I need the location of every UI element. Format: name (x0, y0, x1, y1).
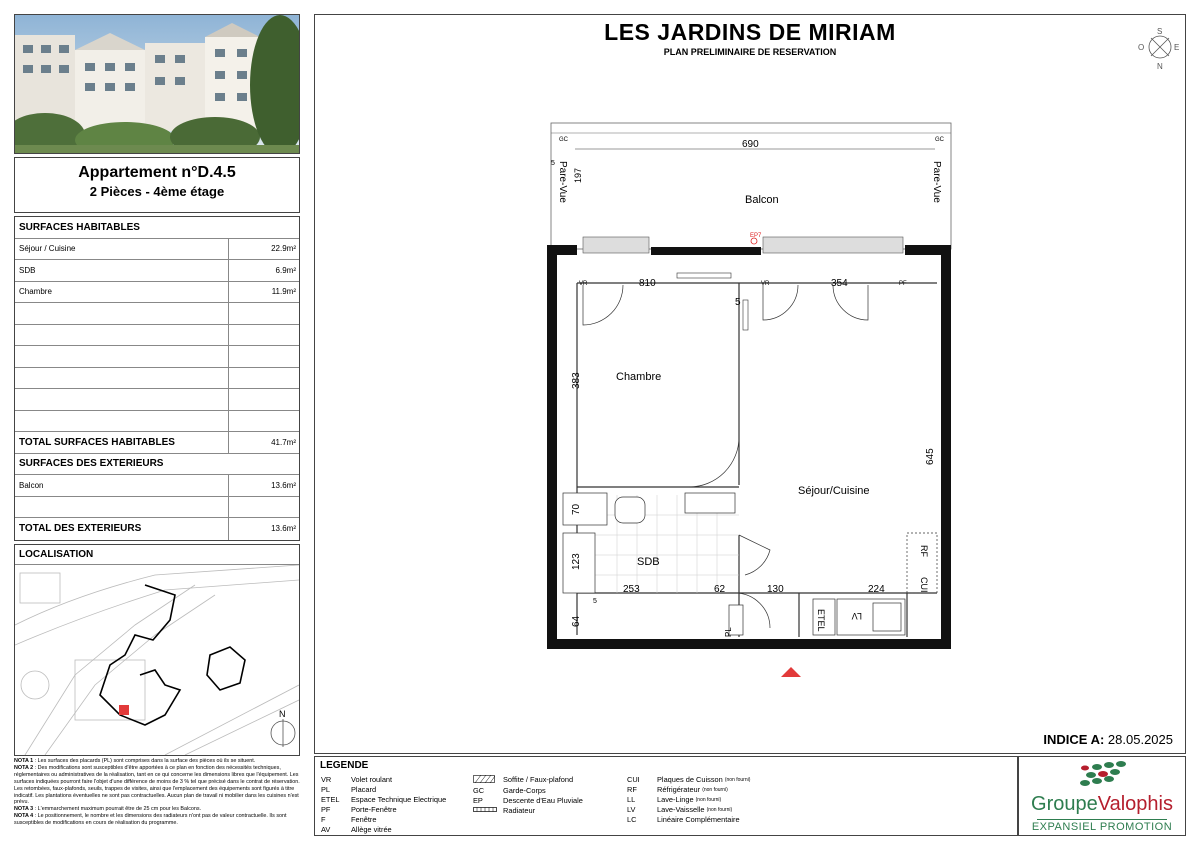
svg-text:S: S (1157, 27, 1163, 36)
legend-item: RF Réfrigérateur (non fourni) (627, 785, 728, 794)
svg-text:EP7: EP7 (750, 233, 762, 239)
brand-name: GroupeValophis (1031, 793, 1173, 815)
svg-text:5: 5 (593, 598, 597, 605)
svg-text:354: 354 (831, 278, 848, 289)
localisation-map (15, 565, 299, 755)
svg-text:Pare-Vue: Pare-Vue (557, 161, 568, 203)
legend-item: LV Lave-Vaisselle (non fourni) (627, 805, 733, 814)
legend-column-3 (627, 775, 750, 825)
legend-column-2 (473, 775, 583, 817)
svg-text:ETEL: ETEL (816, 609, 826, 632)
sejour-label: Séjour/Cuisine (798, 485, 870, 497)
svg-text:810: 810 (639, 278, 656, 289)
svg-text:PL: PL (724, 627, 733, 637)
localisation-header: LOCALISATION (15, 545, 299, 565)
legend-item: AV Allège vitrée (321, 825, 392, 834)
svg-text:70: 70 (571, 503, 582, 515)
surfaces-habitables-header: SURFACES HABITABLES (15, 217, 299, 239)
surfaces-exterieurs-header: SURFACES DES EXTERIEURS (15, 454, 299, 476)
svg-text:VR: VR (579, 281, 588, 287)
svg-text:5: 5 (735, 297, 741, 308)
table-row-empty (15, 303, 299, 325)
legend-item: PF Porte-Fenêtre (321, 805, 397, 814)
table-row: Balcon 13.6m² (15, 475, 299, 497)
table-row-empty (15, 346, 299, 368)
svg-text:RF: RF (919, 545, 929, 557)
svg-text:Pare-Vue: Pare-Vue (931, 161, 942, 203)
table-row: Séjour / Cuisine 22.9m² (15, 239, 299, 261)
logo-divider (1037, 819, 1167, 820)
svg-text:645: 645 (925, 448, 936, 465)
building-illustration (15, 15, 300, 154)
apartment-subtitle: 2 Pièces - 4ème étage (89, 184, 225, 199)
svg-text:LV: LV (851, 611, 862, 621)
north-label: N (279, 708, 286, 719)
entrance-marker-icon (781, 667, 801, 677)
balcon-label: Balcon (745, 194, 779, 206)
svg-text:GC: GC (935, 137, 944, 143)
svg-text:PF: PF (899, 281, 907, 287)
note-item: NOTA 3 : L'emmarchement maximum pourrait être de 25 cm pour les Balcons. (14, 806, 202, 813)
project-subtitle: PLAN PRELIMINAIRE DE RESERVATION (663, 47, 837, 57)
total-exterieurs-row: TOTAL DES EXTERIEURS 13.6m² (15, 518, 299, 540)
legend-item: Soffite / Faux-plafond (473, 775, 583, 786)
note-item: NOTA 2 : Des modifications sont susceptibles d'être apportées à ce plan en fonction des nécessités techniques, réglementaires ou administratives de la réalisation, tant en ce qui concerne les dimensions libres que l'équipement. Les surfaces indiquées pourront faire l'objet d'une différence de moins de 3 % tel que précisé dans le contrat de réservation. Les retombées, faux-plafonds, seuils, trappes de visites, ainsi que l'emplacement des équipements sont figurés à titre indicatif. Les plantations éventuelles ne sont pas contractuelles. Aucun plan de travail ni mobilier dans les cuisines n'est prévu. (14, 764, 300, 806)
legend-item: LL Lave-Linge (non fourni) (627, 795, 722, 804)
legend-item: ETEL Espace Technique Electrique (321, 795, 447, 804)
brand-tagline: EXPANSIEL PROMOTION (1031, 821, 1173, 833)
svg-text:E: E (1174, 43, 1180, 52)
svg-text:64: 64 (571, 615, 582, 627)
table-row-empty (15, 368, 299, 390)
surfaces-table (14, 216, 300, 541)
total-habitables-row: TOTAL SURFACES HABITABLES 41.7m² (15, 432, 299, 454)
table-row: SDB 6.9m² (15, 260, 299, 282)
svg-text:5: 5 (551, 160, 555, 167)
table-row: Chambre 11.9m² (15, 282, 299, 304)
compass-icon (1138, 27, 1179, 71)
notes-block (14, 758, 300, 827)
washbasin-icon (685, 493, 735, 513)
toilet-icon (615, 497, 645, 523)
svg-text:123: 123 (571, 553, 582, 570)
legend-item: LC Linéaire Complémentaire (627, 815, 740, 824)
legend-item: EP Descente d'Eau Pluviale (473, 796, 583, 805)
radiator-icon (473, 806, 497, 814)
logo-dots-icon (1019, 757, 1187, 793)
svg-text:N: N (1157, 62, 1163, 71)
legend-item: CUI Plaques de Cuisson (non fourni) (627, 775, 751, 784)
sdb-label: SDB (637, 556, 660, 568)
legend-box (314, 756, 1018, 836)
building-render-image (14, 14, 300, 154)
indice-label: INDICE A: 28.05.2025 (1043, 732, 1173, 747)
company-logo (1018, 756, 1186, 836)
svg-text:690: 690 (742, 139, 759, 150)
note-item: NOTA 4 : Le positionnement, le nombre et les dimensions des radiateurs n'ont pas de valeur contractuelle. Ils sont susceptibles de modifications en cours de réalisation du programme. (14, 813, 287, 827)
floor-plan-drawing (315, 15, 1187, 755)
table-row-empty (15, 325, 299, 347)
legend-title: LEGENDE (320, 760, 369, 771)
legend-item: Radiateur (473, 806, 583, 817)
legend-item: GC Garde-Corps (473, 786, 546, 795)
left-panel (14, 14, 300, 756)
radiator-icon (677, 273, 731, 278)
svg-text:253: 253 (623, 584, 640, 595)
legend-column-1 (321, 775, 446, 835)
note-item: NOTA 1 : Les surfaces des placards (PL) sont comprises dans la surface des pièces où ils se situent. (14, 758, 256, 764)
svg-text:62: 62 (714, 584, 726, 595)
site-map-illustration (15, 565, 299, 755)
hatch-icon (473, 775, 495, 783)
localisation-box (14, 544, 300, 756)
legend-item: F Fenêtre (321, 815, 377, 824)
table-row-empty (15, 411, 299, 433)
svg-text:383: 383 (571, 372, 582, 389)
svg-text:224: 224 (868, 584, 885, 595)
table-row-empty (15, 389, 299, 411)
svg-text:O: O (1138, 43, 1145, 52)
apartment-title: Appartement n°D.4.5 (78, 164, 236, 181)
radiator-icon (743, 300, 748, 330)
apartment-header (14, 157, 300, 213)
table-row-empty (15, 497, 299, 519)
svg-text:197: 197 (573, 167, 583, 183)
legend-item: VR Volet roulant (321, 775, 393, 784)
svg-text:GC: GC (559, 137, 568, 143)
svg-text:VR: VR (761, 281, 770, 287)
legend-item: PL Placard (321, 785, 377, 794)
floor-plan-frame (314, 14, 1186, 754)
project-title: LES JARDINS DE MIRIAM (604, 19, 896, 45)
chambre-label: Chambre (616, 371, 662, 383)
svg-text:130: 130 (767, 584, 784, 595)
svg-text:CUI: CUI (919, 577, 929, 593)
